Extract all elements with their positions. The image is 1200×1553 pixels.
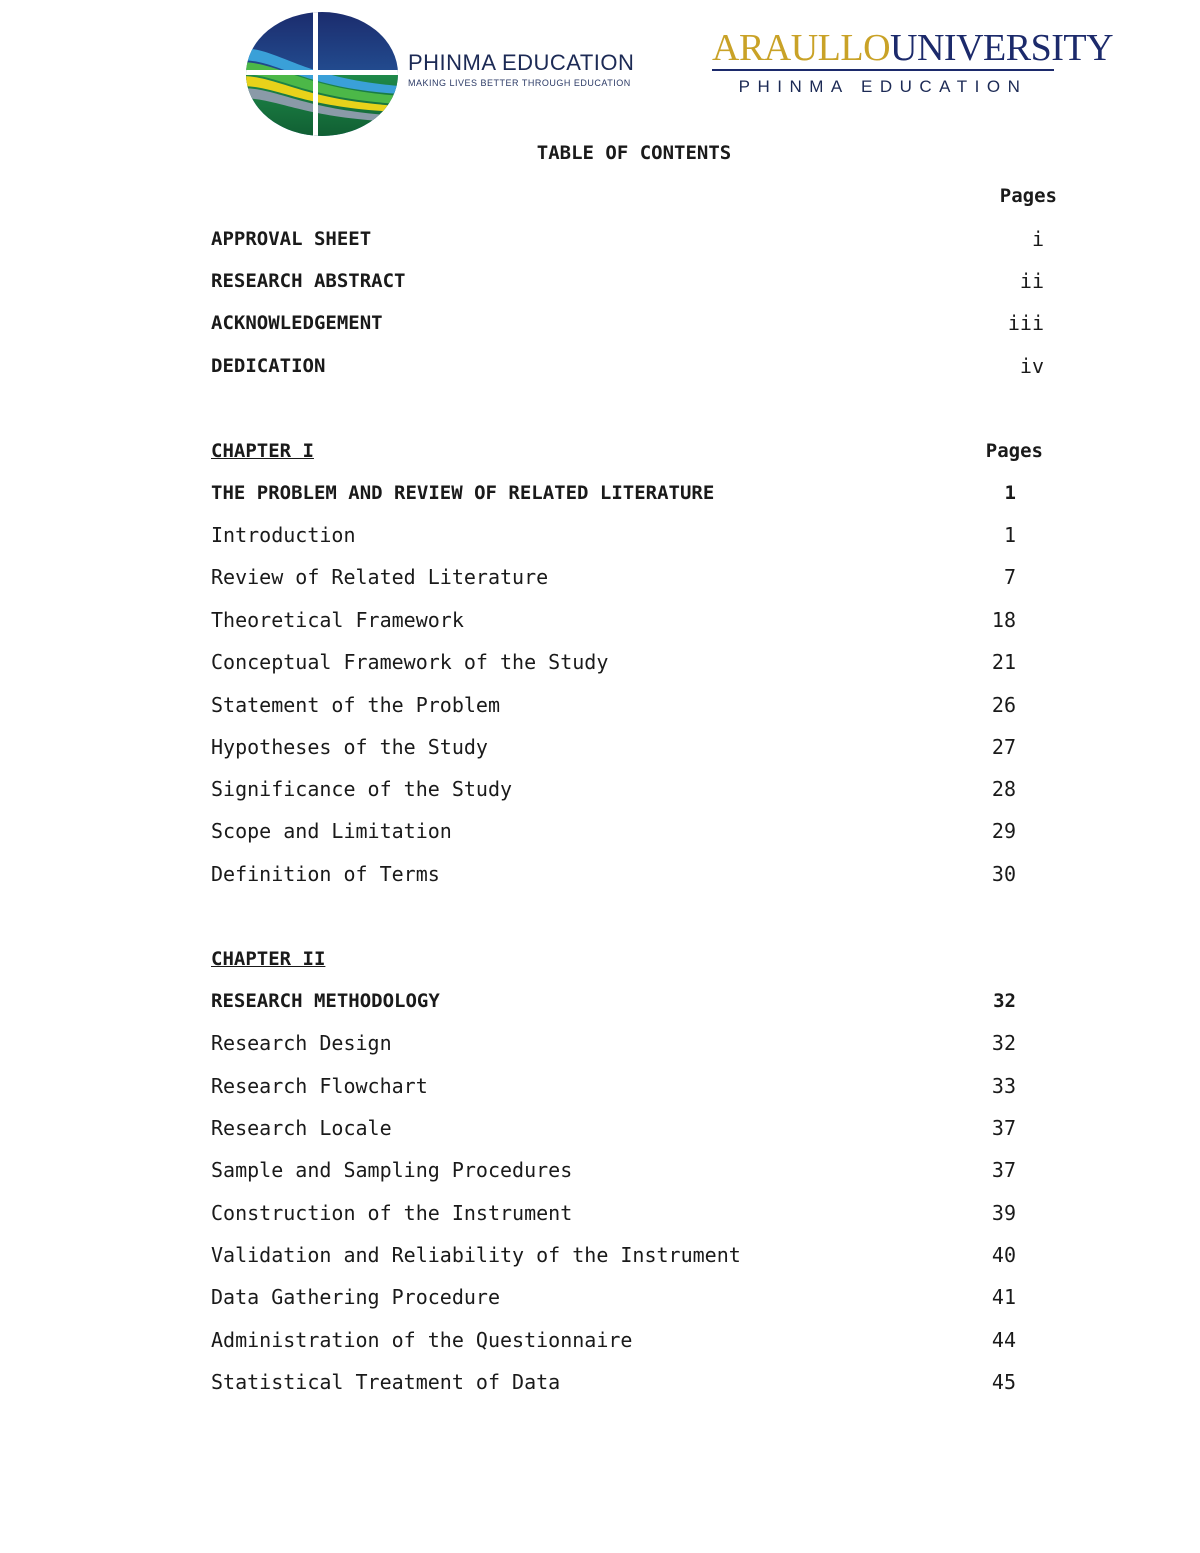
- toc-entry-label: Hypotheses of the Study: [211, 735, 488, 759]
- chapter2-title-page: 32: [993, 990, 1016, 1012]
- toc-entry: [211, 605, 1016, 635]
- toc-entry: [211, 308, 1044, 338]
- toc-entry-label: Introduction: [211, 523, 356, 547]
- toc-entry-page: 27: [991, 735, 1016, 759]
- toc-entry-label: ACKNOWLEDGEMENT: [211, 312, 383, 334]
- chapter2-title-row: [211, 986, 1016, 1016]
- toc-entry: [211, 1155, 1016, 1185]
- pages-label: Pages: [999, 185, 1057, 207]
- phinma-tagline: MAKING LIVES BETTER THROUGH EDUCATION: [408, 78, 631, 88]
- chapter1-pages-label: Pages: [985, 440, 1043, 462]
- toc-title: TABLE OF CONTENTS: [536, 142, 732, 164]
- phinma-globe-logo-icon: [240, 8, 400, 140]
- toc-entry-page: 29: [991, 819, 1016, 843]
- chapter2-heading-row: [211, 944, 1016, 974]
- page-header: [0, 0, 1200, 145]
- toc-entry: [211, 1071, 1016, 1101]
- toc-entry-label: Significance of the Study: [211, 777, 513, 801]
- toc-entry-page: 33: [991, 1074, 1016, 1098]
- toc-entry-label: Research Design: [211, 1031, 392, 1055]
- toc-entry-label: Construction of the Instrument: [211, 1201, 573, 1225]
- toc-entry: [211, 1028, 1016, 1058]
- phinma-name: PHINMA EDUCATION: [408, 50, 635, 75]
- toc-entry-page: 28: [991, 777, 1016, 801]
- toc-entry-label: Research Locale: [211, 1116, 392, 1140]
- toc-entry-page: 37: [991, 1158, 1016, 1182]
- toc-entry-label: Definition of Terms: [211, 862, 440, 886]
- araullo-wordmark: [712, 27, 1114, 69]
- toc-entry-label: RESEARCH ABSTRACT: [211, 270, 406, 292]
- toc-entry: [211, 816, 1016, 846]
- toc-entry-page: iv: [1019, 354, 1044, 378]
- chapter1-title: THE PROBLEM AND REVIEW OF RELATED LITERATURE: [211, 482, 715, 504]
- toc-entry: [211, 732, 1016, 762]
- toc-entry-page: 18: [991, 608, 1016, 632]
- toc-entry-page: 1: [1003, 523, 1016, 547]
- toc-entry-label: Conceptual Framework of the Study: [211, 650, 609, 674]
- toc-entry-label: Review of Related Literature: [211, 565, 549, 589]
- toc-entry: [211, 1325, 1016, 1355]
- front-pages-header: [211, 181, 1057, 211]
- chapter1-title-page: 1: [1004, 482, 1016, 504]
- chapter1-title-row: [211, 478, 1016, 508]
- toc-entry-page: 26: [991, 693, 1016, 717]
- toc-entry-page: 7: [1003, 565, 1016, 589]
- toc-entry: [211, 1367, 1016, 1397]
- toc-entry: [211, 1282, 1016, 1312]
- toc-entry: [211, 351, 1044, 381]
- toc-entry-label: Sample and Sampling Procedures: [211, 1158, 573, 1182]
- toc-entry: [211, 562, 1016, 592]
- toc-entry-label: Theoretical Framework: [211, 608, 464, 632]
- toc-entry-page: i: [1031, 227, 1044, 251]
- phinma-wordmark: [408, 50, 634, 88]
- toc-entry-page: ii: [1019, 269, 1044, 293]
- toc-entry: [211, 1113, 1016, 1143]
- araullo-subtitle: PHINMA EDUCATION: [738, 77, 1028, 96]
- toc-entry-label: Data Gathering Procedure: [211, 1285, 500, 1309]
- araullo-part2: UNIVERSITY: [890, 27, 1114, 69]
- toc-entry: [211, 520, 1016, 550]
- toc-entry-page: 39: [991, 1201, 1016, 1225]
- toc-entry-label: Research Flowchart: [211, 1074, 428, 1098]
- toc-entry-page: 44: [991, 1328, 1016, 1352]
- toc-entry-label: APPROVAL SHEET: [211, 228, 372, 250]
- toc-entry-page: iii: [1007, 311, 1044, 335]
- toc-entry-page: 30: [991, 862, 1016, 886]
- chapter1-heading: CHAPTER I: [211, 440, 314, 462]
- toc-entry-page: 32: [991, 1031, 1016, 1055]
- araullo-university-logo: [712, 27, 1114, 97]
- toc-entry-label: Statistical Treatment of Data: [211, 1370, 561, 1394]
- toc-entry-page: 45: [991, 1370, 1016, 1394]
- chapter2-heading: CHAPTER II: [211, 948, 326, 970]
- toc-entry-label: Statement of the Problem: [211, 693, 500, 717]
- toc-entry-page: 40: [991, 1243, 1016, 1267]
- toc-entry: [211, 1240, 1016, 1270]
- chapter2-title: RESEARCH METHODOLOGY: [211, 990, 440, 1012]
- toc-entry: [211, 266, 1044, 296]
- toc-entry-page: 41: [991, 1285, 1016, 1309]
- toc-entry-label: Scope and Limitation: [211, 819, 452, 843]
- toc-entry-page: 21: [991, 650, 1016, 674]
- toc-entry: [211, 690, 1016, 720]
- toc-entry-label: Validation and Reliability of the Instrument: [211, 1243, 741, 1267]
- araullo-divider: [712, 69, 1054, 71]
- toc-entry-label: DEDICATION: [211, 355, 326, 377]
- toc-entry: [211, 1198, 1016, 1228]
- toc-entry: [211, 647, 1016, 677]
- toc-entry: [211, 859, 1016, 889]
- toc-entry: [211, 224, 1044, 254]
- chapter1-heading-row: [211, 436, 1043, 466]
- toc-entry: [211, 774, 1016, 804]
- araullo-part1: ARAULLO: [712, 27, 891, 69]
- toc-entry-label: Administration of the Questionnaire: [211, 1328, 633, 1352]
- toc-entry-page: 37: [991, 1116, 1016, 1140]
